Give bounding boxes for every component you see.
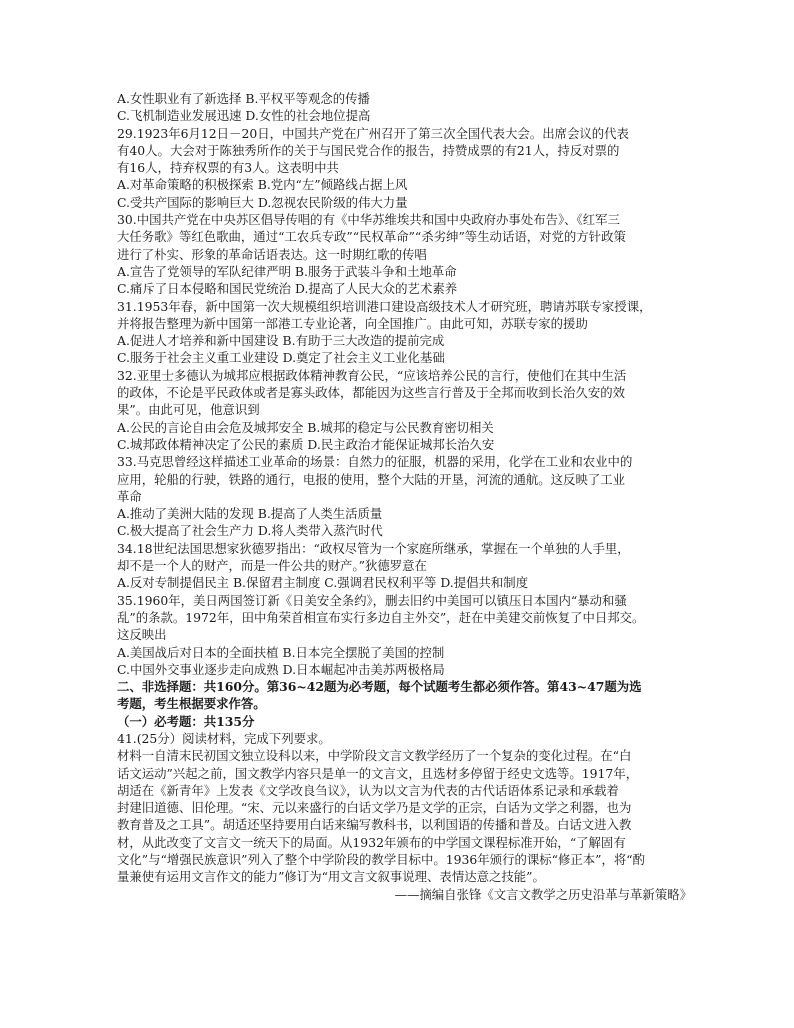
text-line: 大任务歌》等红色歌曲，通过“工农兵专政”“民权革命”“杀劣绅”等生动话语，对党的方针政策 xyxy=(117,229,626,245)
text-line: 材，从此改变了文言文一统天下的局面。从1932年颁布的中学国文课程标准开始，“了解固有 xyxy=(117,834,626,850)
text-line: C.服务于社会主义重工业建设 D.奠定了社会主义工业化基础 xyxy=(117,350,445,366)
text-line: C.城邦政体精神决定了公民的素质 D.民主政治才能保证城邦长治久安 xyxy=(117,436,495,452)
document-body xyxy=(117,90,704,886)
text-line: 胡适在《新青年》上发表《文学改良刍议》，认为以文言为代表的古代话语体系记录和承载着 xyxy=(117,782,619,798)
text-line: 却不是一个人的财产，而是一件公共的财产。”狄德罗意在 xyxy=(117,558,427,574)
text-line: 二、非选择题：共160分。第36~42题为必考题，每个试题考生都必须作答。第43~47题为选 xyxy=(117,679,642,695)
text-line: 29.1923年6月12日－20日，中国共产党在广州召开了第三次全国代表大会。出席会议的代表 xyxy=(117,125,629,141)
text-line: C.飞机制造业发展迅速 D.女性的社会地位提高 xyxy=(117,108,371,124)
text-line: 量兼使有运用文言作文的能力”修订为“用文言文叙事说理、表情达意之技能”。 xyxy=(117,869,545,885)
text-line: A.公民的言论自由会危及城邦安全 B.城邦的稳定与公民教育密切相关 xyxy=(117,419,494,435)
source-citation: ——摘编自张锋《文言文教学之历史沿革与革新策略》 xyxy=(394,886,692,902)
text-line: C.痛斥了日本侵略和国民党统治 D.提高了人民大众的艺术素养 xyxy=(117,281,458,297)
text-line: A.对革命策略的积极探索 B.党内“左”倾路线占据上风 xyxy=(117,177,408,193)
text-line: 31.1953年春，新中国第一次大规模组织培训港口建设高级技术人才研究班，聘请苏联专家授课， xyxy=(117,298,652,314)
text-line: A.反对专制提倡民主 B.保留君主制度 C.强调君民权利平等 D.提倡共和制度 xyxy=(117,575,529,591)
text-line: 话文运动”兴起之前，国文教学内容只是单一的文言文，且选材多停留于经史文选等。1917年， xyxy=(117,765,639,781)
text-line: A.宣告了党领导的军队纪律严明 B.服务于武装斗争和土地革命 xyxy=(117,263,457,279)
text-line: 革命 xyxy=(117,488,142,504)
text-line: C.极大提高了社会生产力 D.将人类带入蒸汽时代 xyxy=(117,523,383,539)
text-line: 有40人。大会对于陈独秀所作的关于与国民党合作的报告，持赞成票的有21人，持反对票的 xyxy=(117,142,620,158)
text-line: 41.(25分）阅读材料，完成下列要求。 xyxy=(117,730,331,746)
text-line: 的政体，不论是平民政体或者是寡头政体，都能因为这些言行普及于全邦而收到长治久安的效 xyxy=(117,385,626,401)
text-line: 应用，轮船的行驶，铁路的通行，电报的使用，整个大陆的开垦，河流的通航。这反映了工业 xyxy=(117,471,626,487)
text-line: 35.1960年，美日两国签订新《日美安全条约》，删去旧约中美国可以镇压日本国内“暴动和骚 xyxy=(117,592,627,608)
text-line: 30.中国共产党在中央苏区倡导传唱的有《中华苏维埃共和国中央政府办事处布告》、《红军三 xyxy=(117,212,620,228)
text-line: 并将报告整理为新中国第一部港工专业论著，向全国推广。由此可知，苏联专家的援助 xyxy=(117,315,588,331)
text-line: A.美国战后对日本的全面扶植 B.日本完全摆脱了美国的控制 xyxy=(117,644,445,660)
text-line: 文化”与“增强民族意识”列入了整个中学阶段的教学目标中。1936年颁行的课标“修正本”，将“酌 xyxy=(117,852,645,868)
text-line: 33.马克思曾经这样描述工业革命的场景：自然力的征服，机器的采用，化学在工业和农业中的 xyxy=(117,454,633,470)
text-line: 教育普及之工具”。胡适还坚持要用白话来编写教科书，以利国语的传播和普及。白话文进入教 xyxy=(117,817,632,833)
text-line: A.女性职业有了新选择 B.平权平等观念的传播 xyxy=(117,91,370,106)
text-line: A.推动了美洲大陆的发现 B.提高了人类生活质量 xyxy=(117,506,383,522)
text-line: 有16人，持弃权票的有3人。这表明中共 xyxy=(117,160,339,176)
text-line: 材料一自清末民初国文独立设科以来，中学阶段文言文教学经历了一个复杂的变化过程。在“白 xyxy=(117,748,632,764)
text-line: 考题，考生根据要求作答。 xyxy=(117,696,266,712)
text-line: C.受共产国际的影响巨大 D.忽视农民阶级的伟大力量 xyxy=(117,194,408,210)
text-line: 乱”的条款。1972年，田中角荣首相宣布实行多边自主外交”，赶在中美建交前恢复了中日邦交。 xyxy=(117,609,645,625)
text-line: A.促进人才培养和新中国建设 B.有助于三大改造的提前完成 xyxy=(117,333,445,349)
text-line: （一）必考题：共135分 xyxy=(117,713,255,729)
text-line: 32.亚里士多德认为城邦应根据政体精神教育公民，“应该培养公民的言行，使他们在其中生活 xyxy=(117,367,627,383)
text-line: 进行了朴实、形象的革命话语表达。这一时期红歌的传唱 xyxy=(117,246,427,262)
text-line: 这反映出 xyxy=(117,627,167,643)
text-line: C.中国外交事业逐步走向成熟 D.日本崛起冲击美苏两极格局 xyxy=(117,661,445,677)
text-line: 封建旧道德、旧伦理。“宋、元以来盛行的白话文学乃是文学的正宗，白话为文学之利器，也为 xyxy=(117,800,632,816)
text-line: 果”。由此可见，他意识到 xyxy=(117,402,260,418)
text-line: 34.18世纪法国思想家狄德罗指出：“政权尽管为一个家庭所继承，掌握在一个单独的人手里， xyxy=(117,540,630,556)
